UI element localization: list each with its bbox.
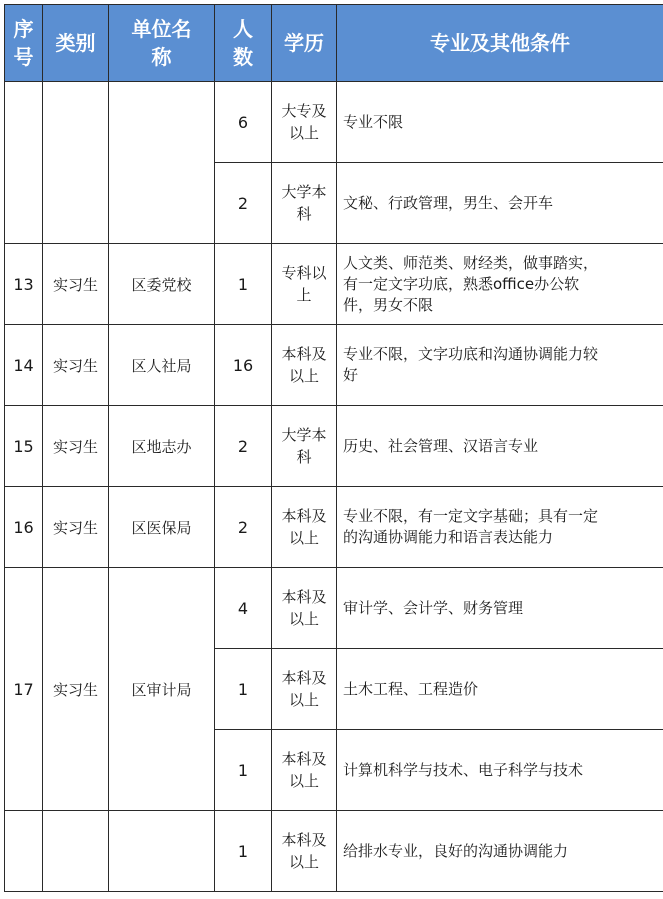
cell-count: 1	[215, 649, 272, 730]
header-category: 类别	[43, 5, 109, 82]
cell-unit: 区地志办	[109, 406, 215, 487]
cell-conditions: 专业不限，有一定文字基础；具有一定 的沟通协调能力和语言表达能力	[337, 487, 663, 568]
header-conditions: 专业及其他条件	[337, 5, 663, 82]
cell-education: 大学本 科	[272, 406, 337, 487]
header-seq: 序 号	[5, 5, 43, 82]
cell-conditions: 给排水专业，良好的沟通协调能力	[337, 811, 663, 892]
cell-conditions: 计算机科学与技术、电子科学与技术	[337, 730, 663, 811]
cell-count: 1	[215, 730, 272, 811]
cell-education: 专科以 上	[272, 244, 337, 325]
table-row	[5, 406, 663, 487]
cell-education: 本科及 以上	[272, 487, 337, 568]
recruitment-table	[4, 4, 663, 892]
cell-seq: 13	[5, 244, 43, 325]
cell-unit: 区委党校	[109, 244, 215, 325]
cell-seq: 16	[5, 487, 43, 568]
table-header-row	[5, 5, 663, 82]
cell-unit: 区审计局	[109, 568, 215, 811]
cell-conditions: 文秘、行政管理，男生、会开车	[337, 163, 663, 244]
header-unit: 单位名 称	[109, 5, 215, 82]
cell-conditions: 土木工程、工程造价	[337, 649, 663, 730]
cell-education: 本科及 以上	[272, 811, 337, 892]
cell-category: 实习生	[43, 487, 109, 568]
cell-unit: 区医保局	[109, 487, 215, 568]
cell-count: 1	[215, 244, 272, 325]
cell-education: 本科及 以上	[272, 568, 337, 649]
cell-count: 1	[215, 811, 272, 892]
cell-conditions: 专业不限	[337, 82, 663, 163]
cell-seq: 14	[5, 325, 43, 406]
cell-conditions: 历史、社会管理、汉语言专业	[337, 406, 663, 487]
cell-category	[43, 82, 109, 244]
cell-category: 实习生	[43, 568, 109, 811]
table-row	[5, 244, 663, 325]
cell-count: 2	[215, 487, 272, 568]
cell-category: 实习生	[43, 406, 109, 487]
table-row	[5, 487, 663, 568]
header-count: 人 数	[215, 5, 272, 82]
cell-conditions: 人文类、师范类、财经类，做事踏实， 有一定文字功底，熟悉office办公软 件，男女不限	[337, 244, 663, 325]
cell-count: 4	[215, 568, 272, 649]
cell-education: 本科及 以上	[272, 649, 337, 730]
cell-count: 2	[215, 406, 272, 487]
cell-education: 本科及 以上	[272, 325, 337, 406]
cell-education: 本科及 以上	[272, 730, 337, 811]
cell-seq: 17	[5, 568, 43, 811]
cell-conditions: 专业不限，文字功底和沟通协调能力较 好	[337, 325, 663, 406]
cell-seq	[5, 811, 43, 892]
cell-unit	[109, 82, 215, 244]
cell-conditions: 审计学、会计学、财务管理	[337, 568, 663, 649]
table-row	[5, 568, 663, 649]
cell-education: 大学本 科	[272, 163, 337, 244]
cell-count: 6	[215, 82, 272, 163]
cell-seq	[5, 82, 43, 244]
header-education: 学历	[272, 5, 337, 82]
cell-count: 16	[215, 325, 272, 406]
cell-category	[43, 811, 109, 892]
cell-category: 实习生	[43, 325, 109, 406]
cell-unit: 区人社局	[109, 325, 215, 406]
table-row	[5, 82, 663, 163]
cell-category: 实习生	[43, 244, 109, 325]
cell-count: 2	[215, 163, 272, 244]
table-row	[5, 325, 663, 406]
cell-education: 大专及 以上	[272, 82, 337, 163]
table-row	[5, 811, 663, 892]
cell-seq: 15	[5, 406, 43, 487]
cell-unit	[109, 811, 215, 892]
